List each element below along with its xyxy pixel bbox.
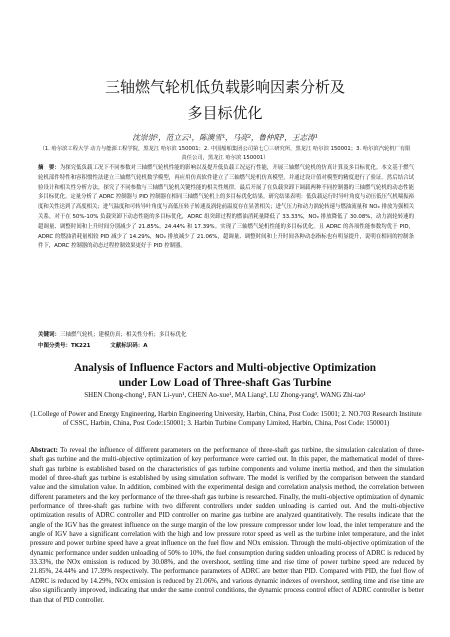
doc-code-value: A <box>143 343 148 349</box>
title-zh-line1: 三轴燃气轮机低负载影响因素分析及 <box>104 78 345 96</box>
abstract-en-label: Abstract: <box>30 447 58 454</box>
title-en-line1: Analysis of Influence Factors and Multi-objective Optimization <box>73 362 377 374</box>
classification-zh <box>38 342 414 351</box>
abstract-zh-text: 为探究低负载工况下不同参数对三轴燃气轮机性能的影响以及提升低负载工况运行性能，开展三轴燃气轮机的仿真计算及多目标优化。本文基于燃气轮机部件特性和容积惯性法建立三轴燃气轮机数学模型，再应用仿真软件建立了三轴燃气轮机仿真模型，并通过设计值对模型的精度进行了验证。然后结合试验设计和相关性分析方法，探究了不同参数与三轴燃气轮机关键性能的相关性规律。最后开展了在负载突卸下调载两种不同控制器的三轴燃气轮机的动态性能多目标优化。定量分析了 ADRC 控制器与 PID 控制器在相同三轴燃气轮机上的多目标优化结果。研究结果表明：低负载运行时导叶角度与动压低压气机喘振裕度和关性达到了高度相关；进气温度和可转导叶角度与高低压转子转速及涡轮前温度存在显著相关；进气压力和动力涡轮转速与燃油流量和 NOₓ 排放为强相关关系。对于在 50%-10% 负载突卸下动态性能的多目标优化，ADRC 组突卸过程的燃油消耗量降低了 33.33%，NOₓ 排放降低了 30.08%，动力涡轮转速的超调量、调整时间和上升时间分别减少了 21.85%、24.44% 和 17.39%。实现了三轴燃气轮机性能的多目标优化。且 ADRC 的各项性能参数均优于 PID，ADRC 的燃油消耗量相较 PID 减少了 14.29%，NOₓ 排放减少了 21.06%，超调量、调整时间和上升时间各种动态指标也有明显提升，说明在相同的控制条件下，ADRC 控制器的动态过程控制效果更好于 PID 控制器。 <box>38 165 414 250</box>
authors-en: SHEN Chong-chong¹, FAN Li-yun¹, CHEN Ao-xue¹, MA Liang², LU Zhong-yang³, WANG Zhi-tao¹ <box>84 391 366 399</box>
title-zh-line2: 多目标优化 <box>187 104 263 122</box>
keywords-zh <box>38 331 414 340</box>
clc-label: 中图分类号： <box>38 343 72 349</box>
doc-code-label: 文献标识码： <box>110 343 144 349</box>
affiliation-zh: （1. 哈尔滨工程大学 动力与能源工程学院，黑龙江 哈尔滨 150001；2. 中国船舶集团公司第七〇三研究所，黑龙江 哈尔滨 150001；3. 哈尔滨汽轮机厂有限责任公司，黑龙江 哈尔滨 150001） <box>39 146 411 161</box>
abstract-zh-label: 摘 要： <box>38 165 60 171</box>
abstract-en <box>30 446 424 605</box>
abstract-en-text: To reveal the influence of different parameters on the performance of three-shaft gas turbine, the simulation calculation of three-shaft gas turbine and the multi-objective optimization of key performance were carried out. In this paper, the mathematical model of three-shaft gas turbine is established based on the characteristics of gas turbine components and volume inertia method, and then the simulation model of three-shaft gas turbine is established by using simulation software. The model is verified by the comparison between the standard value and the simulation value. In addition, combined with the experimental design and correlation analysis method, the correlation between different parameters and the key performance of the three-shaft gas turbine is researched. Finally, the multi-objective optimization of dynamic performance of three-shaft gas turbine with two different controllers under sudden unloading is carried out. And the multi-objective optimization results of ADRC controller and PID controller on marine gas turbine are analyzed quantitatively. The results indicate that the angle of the IGV has the greatest influence on the surge margin of the low pressure compressor under low load, the inlet temperature and the angle of IGV have a significant correlation with the high and low pressure rotor speed as well as the turbine inlet temperature, and the inlet pressure and power turbine speed have a great influence on the fuel flow and NOx emission. Through the multi-objective optimization of the dynamic performance under sudden unloading of 50% to 10%, the fuel consumption during sudden unloading process of ADRC is reduced by 33.33%, the NOx emission is reduced by 30.08%, and the overshoot, settling time and rise time of power turbine speed are reduced by 21.85%, 24.44% and 17.39% respectively. The performance parameters of ADRC are better than PID. Compared with PID, the fuel flow of ADRC is reduced by 14.29%, NOx emission is reduced by 21.06%, and various dynamic indexes of overshoot, settling time and rise time are also significantly improved, indicating that under the same control conditions, the dynamic process control effect of ADRC controller is better than that of PID controller. <box>30 447 424 604</box>
clc-value: TK221 <box>71 343 91 349</box>
abstract-zh <box>38 164 414 252</box>
authors-zh: 沈崇崇¹，范立云¹，陈澳雪¹，马亮²，鲁仲阳³，王志涛¹ <box>132 133 318 142</box>
clc-group <box>38 343 91 349</box>
keywords-zh-label: 关键词： <box>38 332 61 338</box>
affiliation-en: (1.College of Power and Energy Engineering, Harbin Engineering University, Harbin, China, Post Code: 15001; 2. NO.703 Research Institute of CSSC, Harbin, China, Post Code:150001; 3. Harbin Turbine Company Limited, Harbin, China, Post Code: 150001) <box>30 411 422 428</box>
doc-group <box>110 343 147 349</box>
title-en-line2: under Low Load of Three-shaft Gas Turbine <box>118 377 332 389</box>
keywords-zh-text: 三轴燃气轮机；建模仿真；相关性分析；多目标优化 <box>60 332 187 338</box>
